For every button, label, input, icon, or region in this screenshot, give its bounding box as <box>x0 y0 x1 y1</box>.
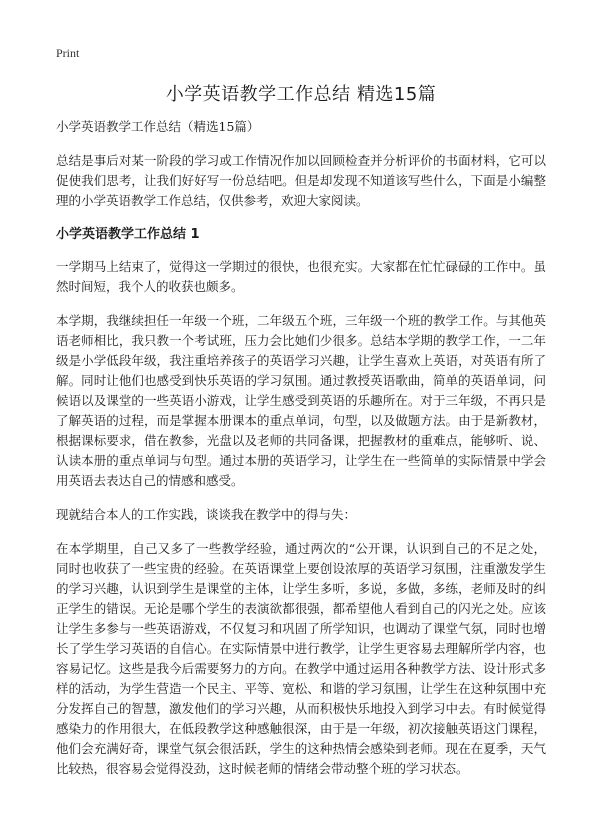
body-paragraph: 一学期马上结束了，觉得这一学期过的很快，也很充实。大家都在忙忙碌碌的工作中。虽然时间短，我个人的收获也颇多。 <box>56 259 546 294</box>
body-paragraph: 本学期，我继续担任一年级一个班，二年级五个班，三年级一个班的教学工作。与其他英语老师相比，我只教一个考试班，压力会比她们少很多。总结本学期的教学工作，一二年级是小学低段年级，我注重培养孩子的英语学习兴趣，让学生喜欢上英语，对英语有所了解。同时让他们也感受到快乐英语的学习氛围。通过教授英语歌曲，简单的英语单词，问候语以及课堂的一些英语小游戏，让学生感受到英语的乐趣所在。对于三年级，不再只是了解英语的过程，而是掌握本册课本的重点单词，句型，以及做题方法。由于是新教材，根据课标要求，借在教参，光盘以及老师的共同备课，把握教材的重难点，能够听、说、认读本册的重点单词与句型。通过本册的英语学习，让学生在一些简单的实际情景中学会用英语去表达自己的情感和感受。 <box>56 313 546 488</box>
document-subtitle: 小学英语教学工作总结（精选15篇） <box>56 119 260 134</box>
document-body <box>56 117 546 793</box>
body-paragraph: 在本学期里，自己又多了一些教学经验，通过两次的“公开课，认识到自己的不足之处，同时也收获了一些宝贵的经验。在英语课堂上要创设浓厚的英语学习氛围，注重激发学生的学习兴趣，认识到学生是课堂的主体，让学生多听，多说，多做，多练，老师及时的纠正学生的错误。无论是哪个学生的表演欲都很强，都希望他人看到自己的闪光之处。应该让学生多参与一些英语游戏，不仅复习和巩固了所学知识，也调动了课堂气氛，同时也增长了学生学习英语的自信心。在实际情景中进行教学，让学生更容易去理解所学内容，也容易记忆。这些是我今后需要努力的方向。在教学中通过运用各种教学方法、设计形式多样的活动，为学生营造一个民主、平等、宽松、和谐的学习氛围，让学生在这种氛围中充分发挥自己的智慧，激发他们的学习兴趣，从而积极快乐地投入到学习中去。有时候觉得感染力的作用很大，在低段教学这种感触很深，由于是一年级，初次接触英语这门课程，他们会充满好奇，课堂气氛会很活跃，学生的这种热情会感染到老师。现在在夏季，天气比较热，很容易会觉得没劲，这时候老师的情绪会带动整个班的学习状态。 <box>56 541 546 776</box>
print-link[interactable]: Print <box>56 46 80 60</box>
intro-paragraph: 总结是事后对某一阶段的学习或工作情况作加以回顾检查并分析评价的书面材料，它可以促使我们思考，让我们好好写一份总结吧。但是却发现不知道该写些什么，下面是小编整理的小学英语教学工作总结，仅供参考，欢迎大家阅读。 <box>56 153 546 208</box>
section-heading: 小学英语教学工作总结 1 <box>56 227 200 242</box>
page-title: 小学英语教学工作总结 精选15篇 <box>165 84 437 105</box>
body-paragraph: 现就结合本人的工作实践，谈谈我在教学中的得与失： <box>56 507 357 522</box>
